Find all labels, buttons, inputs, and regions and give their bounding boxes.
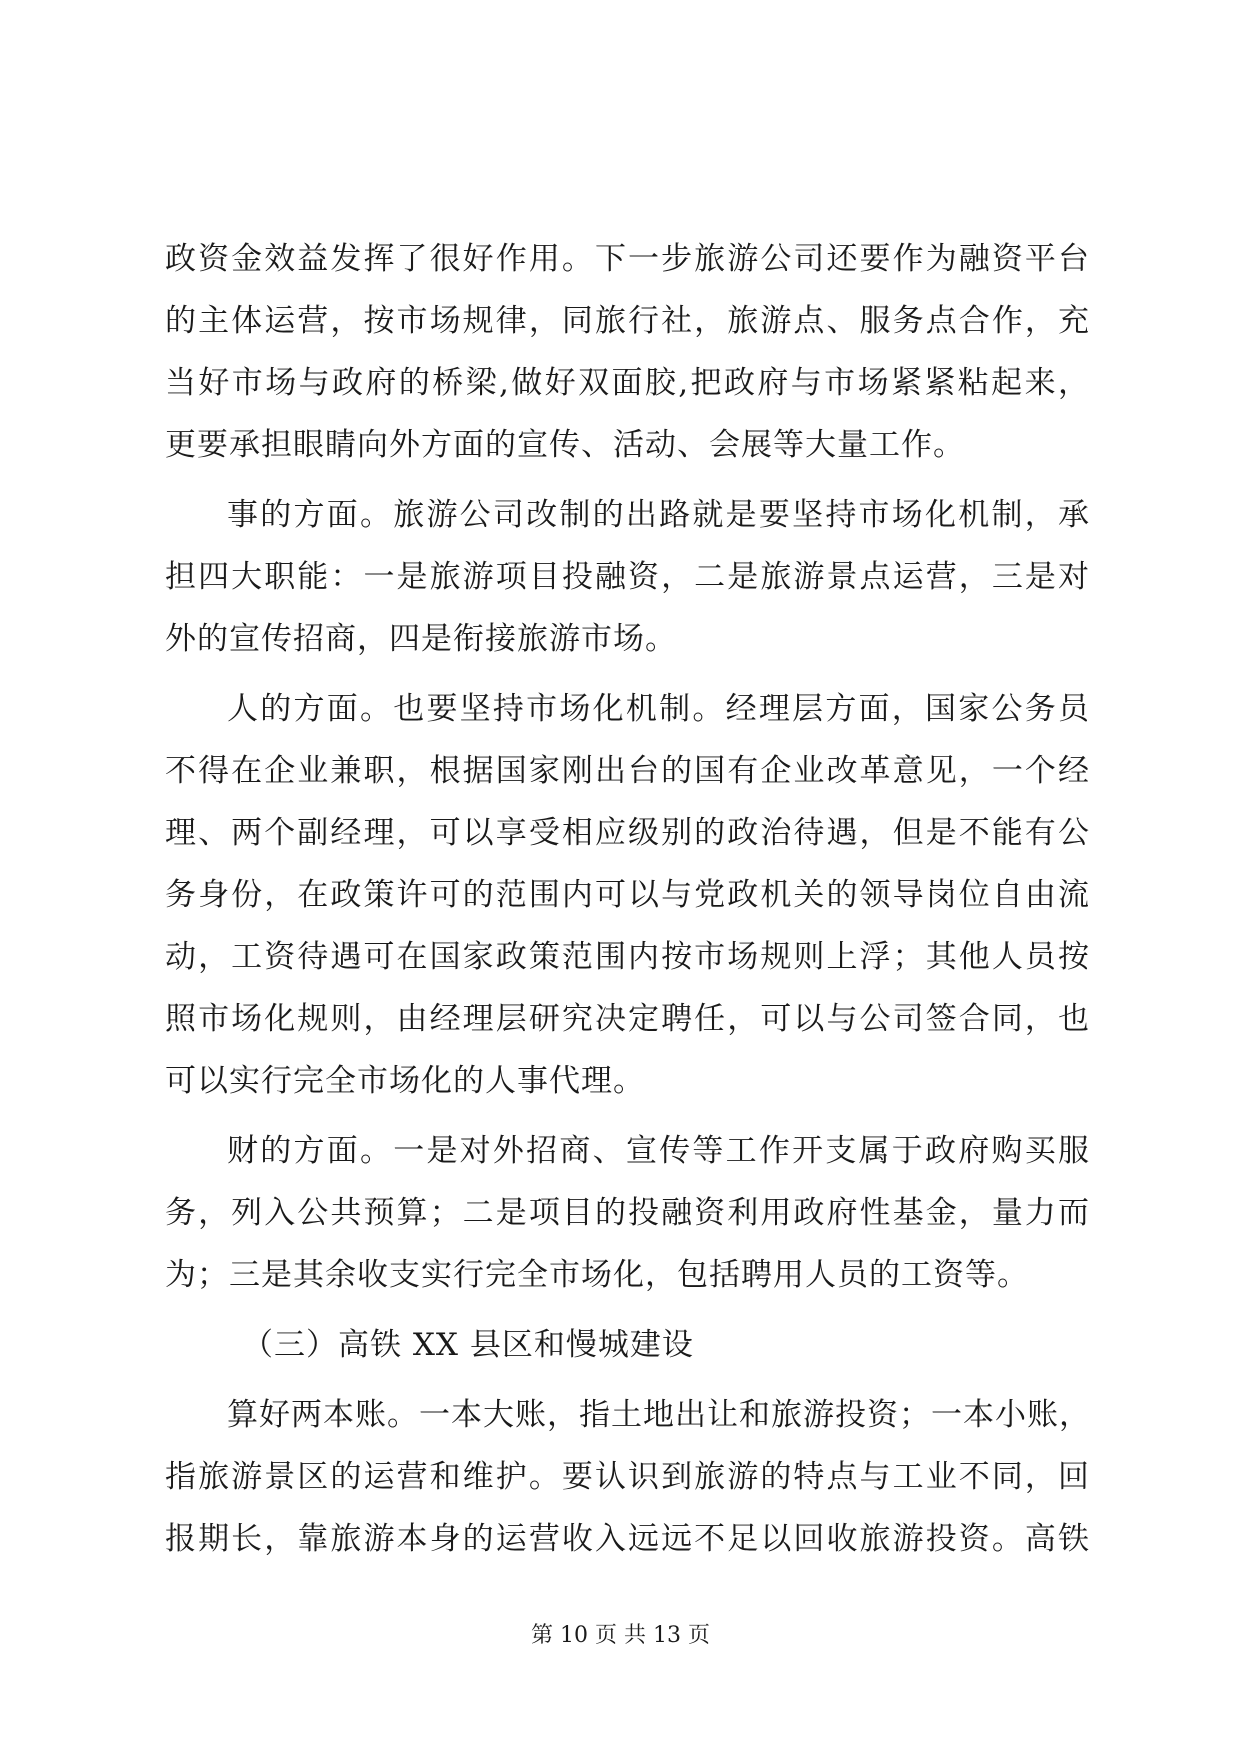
heading-text: （三）高铁 XX 县区和慢城建设 [242, 1327, 694, 1363]
paragraph-ren [165, 678, 1090, 1112]
text-line: 务身份，在政策许可的范围内可以与党政机关的领导岗位自由流 [165, 877, 1090, 913]
text-line: 当好市场与政府的桥梁,做好双面胶,把政府与市场紧紧粘起来， [165, 365, 1090, 401]
text-line: 人的方面。也要坚持市场化机制。经理层方面，国家公务员 [227, 691, 1090, 727]
text-line: 担四大职能：一是旅游项目投融资，二是旅游景点运营，三是对 [165, 559, 1090, 595]
text-line: 财的方面。一是对外招商、宣传等工作开支属于政府购买服 [227, 1133, 1090, 1169]
text-line: 照市场化规则，由经理层研究决定聘任，可以与公司签合同，也 [165, 1001, 1090, 1037]
text-line: 理、两个副经理，可以享受相应级别的政治待遇，但是不能有公 [165, 815, 1090, 851]
paragraph-cai [165, 1120, 1090, 1306]
text-line: 外的宣传招商，四是衔接旅游市场。 [165, 621, 677, 657]
text-line: 动，工资待遇可在国家政策范围内按市场规则上浮；其他人员按 [165, 939, 1090, 975]
text-line: 报期长，靠旅游本身的运营收入远远不足以回收旅游投资。高铁 [165, 1521, 1090, 1557]
text-line: 不得在企业兼职，根据国家刚出台的国有企业改革意见，一个经 [165, 753, 1090, 789]
paragraph-suan [165, 1384, 1090, 1570]
text-line: 算好两本账。一本大账，指土地出让和旅游投资；一本小账， [227, 1397, 1091, 1433]
text-line: 务，列入公共预算；二是项目的投融资利用政府性基金，量力而 [165, 1195, 1090, 1231]
text-line: 为；三是其余收支实行完全市场化，包括聘用人员的工资等。 [165, 1257, 1029, 1293]
section-heading [165, 1314, 1090, 1376]
text-line: 的主体运营，按市场规律，同旅行社，旅游点、服务点合作，充 [165, 303, 1090, 339]
text-line: 政资金效益发挥了很好作用。下一步旅游公司还要作为融资平台 [165, 241, 1090, 277]
document-body [165, 228, 1090, 1570]
text-line: 可以实行完全市场化的人事代理。 [165, 1063, 645, 1099]
text-line: 更要承担眼睛向外方面的宣传、活动、会展等大量工作。 [165, 427, 965, 463]
paragraph-continued [165, 228, 1090, 476]
page-number-footer: 第 10 页 共 13 页 [531, 1623, 710, 1648]
paragraph-shi [165, 484, 1090, 670]
text-line: 事的方面。旅游公司改制的出路就是要坚持市场化机制，承 [227, 497, 1090, 533]
text-line: 指旅游景区的运营和维护。要认识到旅游的特点与工业不同，回 [165, 1459, 1090, 1495]
